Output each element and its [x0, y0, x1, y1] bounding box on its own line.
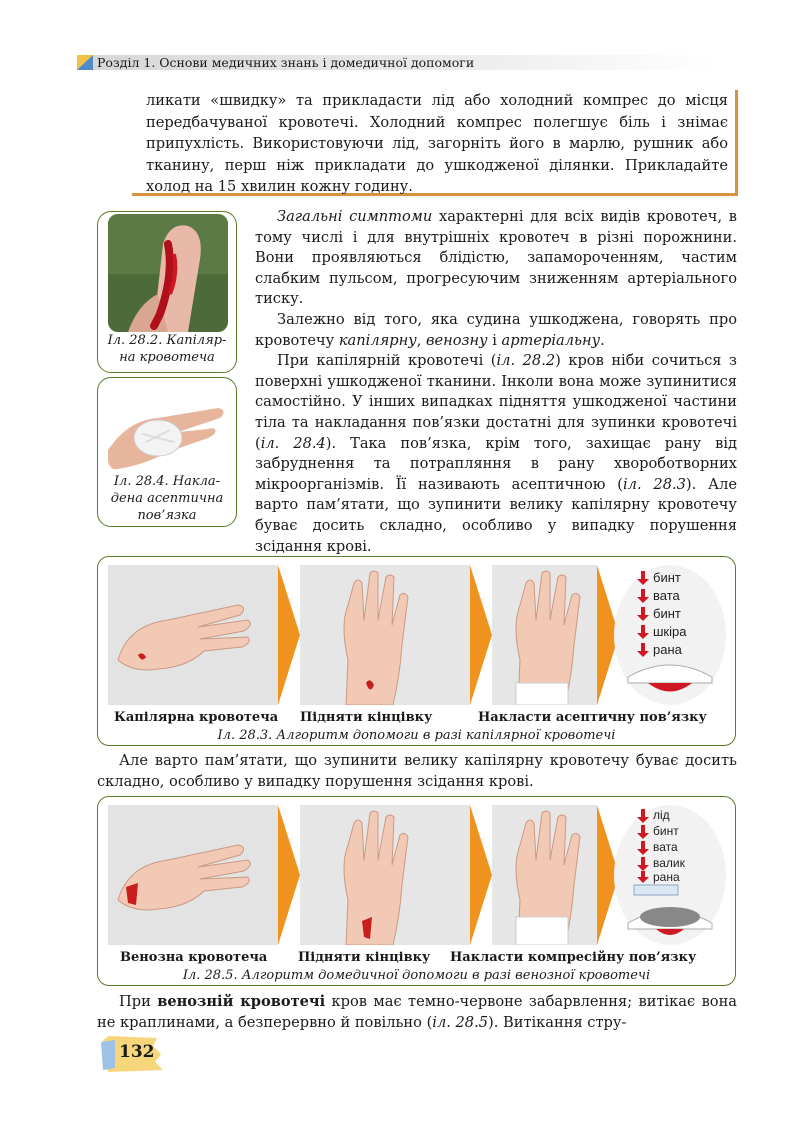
layer-label-4: шкіра — [653, 624, 687, 639]
step-label-3: Накласти асептичну пов’язку — [478, 710, 707, 725]
note-text: ликати «швидку» та прикладасти лід або холодний компрес до місця передбачуваної кровотечі. Холодний компрес полегшує біль і знімає припухлість. Використовуючи лід, загорніть його в марлю, рушник або тканину, перш ніж прикладати до ушкодженої ділянки. Прикладайте холод на 15 хвилин кожну годину. — [146, 92, 728, 195]
step-label-2: Підняти кінцівку — [298, 950, 431, 965]
step-label-3: Накласти компресійну пов’язку — [450, 950, 697, 965]
layer-label-roller: валик — [653, 856, 685, 870]
header-corner-icon — [77, 55, 93, 70]
layer-label-5: рана — [653, 642, 682, 657]
figure-28-5-algorithm — [97, 796, 736, 986]
paragraph-general-symptoms: Загальні симптоми характерні для всіх видів кровотеч, в тому числі і для внутрішніх кровотеч в різні порожнини. Вони проявляються блідістю, запамороченням, частим слабким пульсом, прогресуючим зниженням артеріального тиску. — [255, 208, 737, 308]
reminder-paragraph: Але варто пам’ятати, що зупинити велику капілярну кровотечу буває досить складно, особливо у випадку порушення зсідання крові. — [97, 752, 737, 790]
capillary-bleeding-photo — [108, 214, 228, 332]
aseptic-bandage-photo — [108, 380, 228, 470]
figure-28-2 — [97, 211, 237, 373]
paragraph-capillary: При капілярній кровотечі (іл. 28.2) кров ніби сочиться з поверхні ушкодженої тканини. Інколи вона може зупинитися самостійно. У інших випадках підняття ушкодженої частини тіла та накладання пов’язки достатні для зупинки кровотечі (іл. 28.4). Така пов’язка, крім того, захищає рану від забруднення та потрапляння в рану хвороботворних мікроорганізмів. Її називають асептичною (іл. 28.3). Але варто пам’ятати, що зупинити велику капілярну кровотечу буває досить складно, особливо у випадку порушення зсідання крові. — [255, 352, 738, 555]
figure-28-4 — [97, 377, 237, 527]
figure-28-2-caption: Іл. 28.2. Капіляр- на кровотеча — [107, 333, 227, 365]
step-label-1: Венозна кровотеча — [120, 950, 268, 965]
step-label-2: Підняти кінцівку — [300, 710, 433, 725]
layer-label-bandage: бинт — [653, 824, 679, 838]
layer-label-3: бинт — [653, 606, 681, 621]
venous-paragraph: При венозній кровотечі кров має темно-червоне забарвлення; витікає вона не краплинами, а безперервно й повільно (іл. 28.5). Витікання стру- — [97, 993, 738, 1031]
layer-label-ice: лід — [653, 808, 670, 822]
paragraph-vessel-types: Залежно від того, яка судина ушкоджена, говорять про кровотечу капілярну, венозну і артеріальну. — [255, 310, 737, 349]
page-number-badge — [101, 1036, 173, 1072]
step-label-1: Капілярна кровотеча — [114, 710, 279, 725]
layer-label-2: вата — [653, 588, 680, 603]
cold-compress-note — [132, 90, 738, 196]
layer-label-wound: рана — [653, 870, 680, 884]
venous-algorithm-illustration — [108, 805, 726, 945]
figure-28-3-algorithm — [97, 556, 736, 746]
figure-28-3-caption: Іл. 28.3. Алгоритм допомоги в разі капілярної кровотечі — [217, 728, 616, 743]
body-column-text — [255, 207, 737, 557]
figure-28-5-caption: Іл. 28.5. Алгоритм домедичної допомоги в разі венозної кровотечі — [182, 968, 651, 983]
chapter-header — [77, 55, 717, 70]
page-number: 132 — [119, 1042, 155, 1062]
capillary-algorithm-illustration — [108, 565, 726, 705]
figure-28-4-caption: Іл. 28.4. Накла- дена асептична пов’язка — [110, 474, 224, 523]
chapter-title: Розділ 1. Основи медичних знань і домедичної допомоги — [97, 55, 475, 70]
layer-label-cotton: вата — [653, 840, 678, 854]
layer-label-1: бинт — [653, 570, 681, 585]
